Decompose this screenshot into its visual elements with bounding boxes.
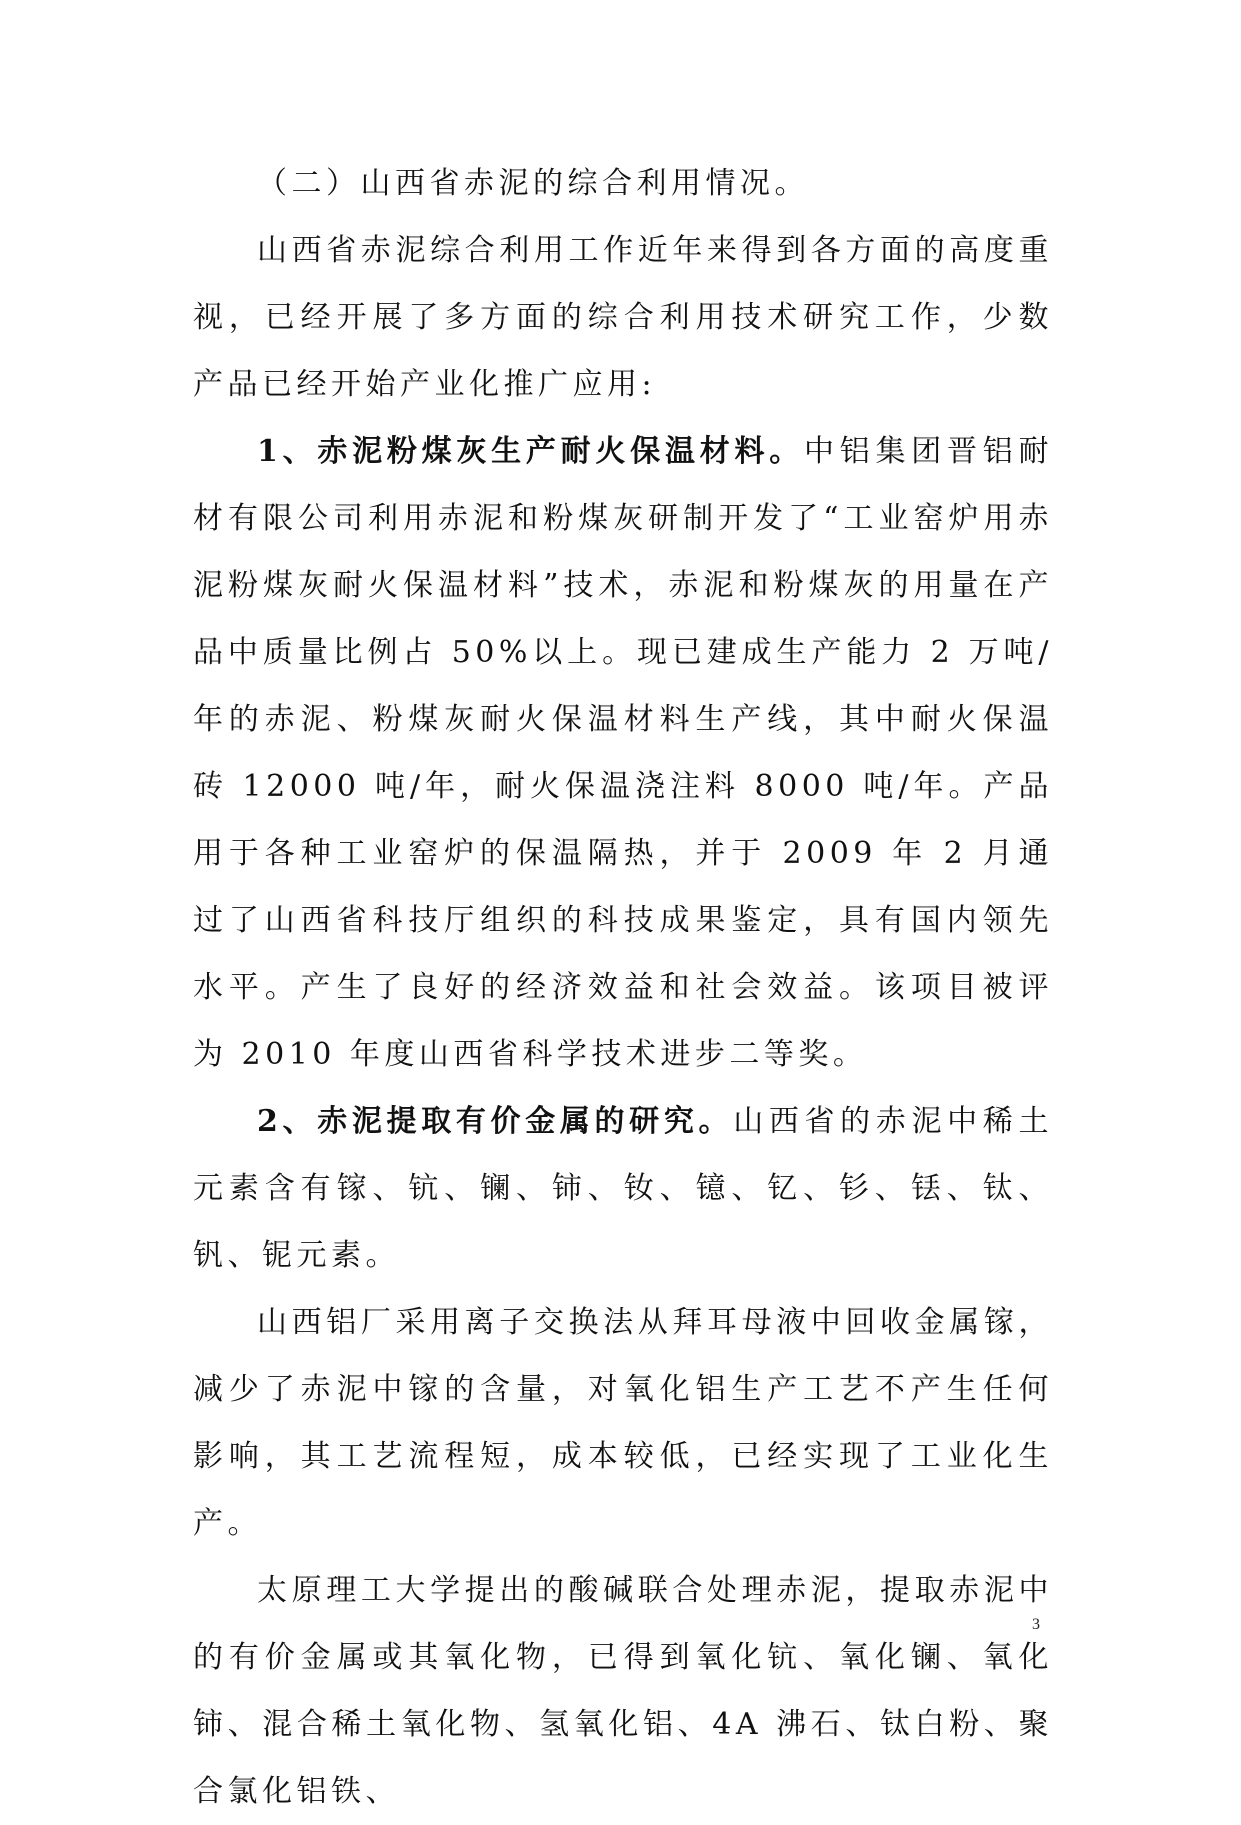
item2-body: 山西省的赤泥中稀土元素含有镓、钪、镧、铈、钕、镱、钇、钐、铥、钛、钒、铌元素。 bbox=[193, 1104, 1054, 1273]
item1-title: 1、赤泥粉煤灰生产耐火保温材料。 bbox=[257, 434, 804, 469]
aluminum-plant-paragraph: 山西铝厂采用离子交换法从拜耳母液中回收金属镓，减少了赤泥中镓的含量，对氧化铝生产工艺不产生任何影响，其工艺流程短，成本较低，已经实现了工业化生产。 bbox=[193, 1305, 1053, 1541]
intro-paragraph: 山西省赤泥综合利用工作近年来得到各方面的高度重视，已经开展了多方面的综合利用技术研究工作，少数产品已经开始产业化推广应用: bbox=[193, 233, 1053, 402]
taiyuan-university-paragraph: 太原理工大学提出的酸碱联合处理赤泥，提取赤泥中的有价金属或其氧化物，已得到氧化钪、氧化镧、氧化铈、混合稀土氧化物、氢氧化铝、4A 沸石、钛白粉、聚合氯化铝铁、 bbox=[193, 1573, 1053, 1809]
item2-title: 2、赤泥提取有价金属的研究。 bbox=[257, 1104, 734, 1139]
page-number: 3 bbox=[1032, 1616, 1040, 1633]
item2-paragraph bbox=[193, 1088, 1053, 1289]
item1-paragraph bbox=[193, 418, 1053, 1088]
section-heading: （二）山西省赤泥的综合利用情况。 bbox=[257, 166, 809, 201]
document-body bbox=[193, 150, 1053, 1825]
item1-body: 中铝集团晋铝耐材有限公司利用赤泥和粉煤灰研制开发了“工业窑炉用赤泥粉煤灰耐火保温材料”技术，赤泥和粉煤灰的用量在产品中质量比例占 50%以上。现已建成生产能力 2 万吨/年的赤泥、粉煤灰耐火保温材料生产线，其中耐火保温砖 12000 吨/年，耐火保温浇注料 8000 吨/年。产品用于各种工业窑炉的保温隔热，并于 2009 年 2 月通过了山西省科技厅组织的科技成果鉴定，具有国内领先水平。产生了良好的经济效益和社会效益。该项目被评为 2010 年度山西省科学技术进步二等奖。 bbox=[193, 434, 1054, 1072]
